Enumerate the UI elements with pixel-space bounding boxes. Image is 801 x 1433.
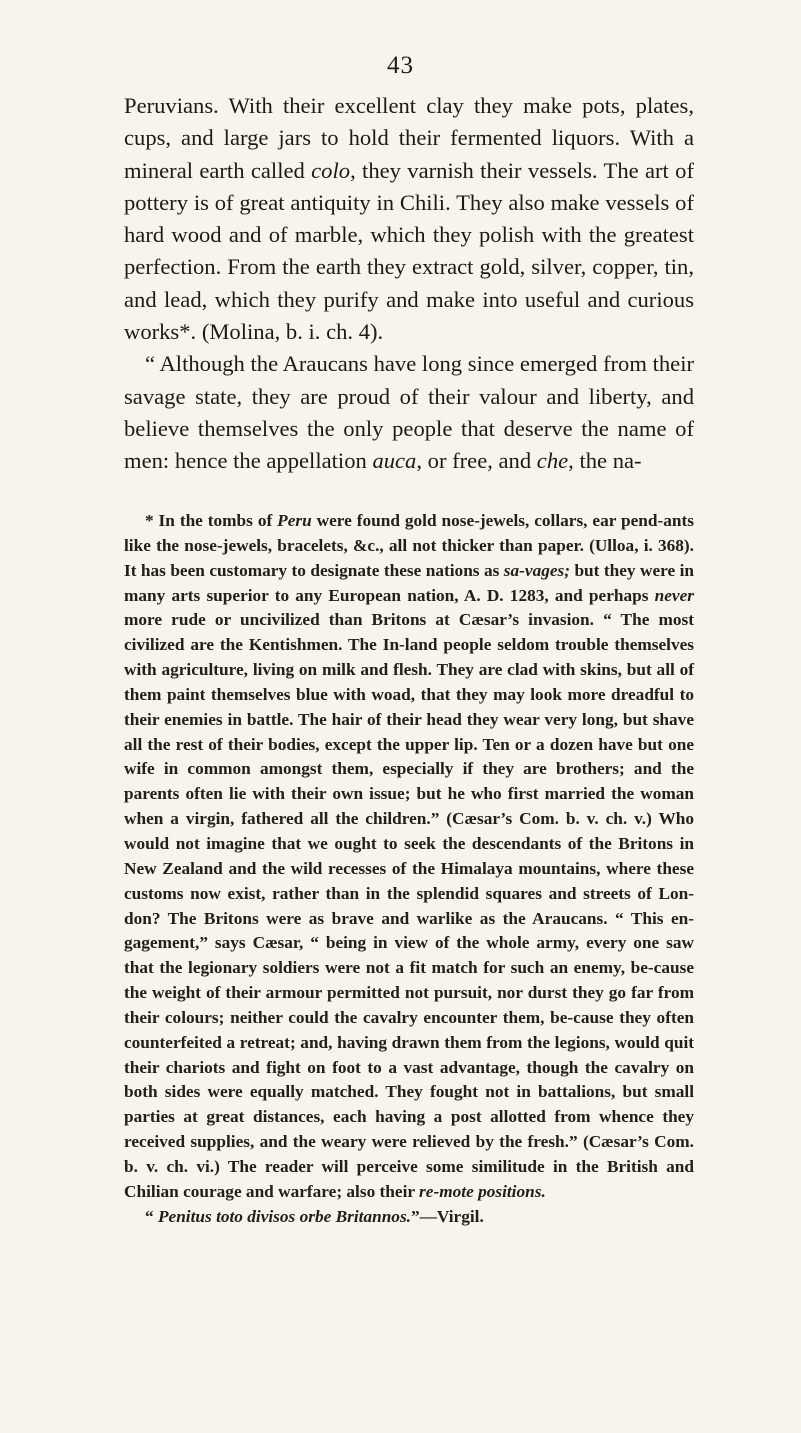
paragraph-1 (124, 90, 694, 348)
italic-term-colo: colo (311, 157, 351, 183)
quote-text: Penitus toto divisos orbe Britannos. (157, 1206, 411, 1226)
italic-term-che: che (536, 448, 569, 474)
quote-author: —Virgil. (419, 1206, 484, 1226)
italic-term-auca: auca (372, 448, 417, 474)
paragraph-2 (124, 348, 694, 477)
quote-mark: ” (411, 1206, 420, 1226)
italic-term-never: never (654, 585, 694, 605)
footnote-paragraph (124, 509, 694, 1205)
text-run: , or free, and (416, 448, 537, 474)
text-run: Peruvians. With their excellent clay they make pots, plates, cups, and large jars to hold their fermented liquors. With a mineral earth called (124, 93, 694, 183)
quote-mark: “ (145, 1206, 158, 1226)
italic-term-savages: sa-vages; (503, 560, 571, 580)
text-run: more rude or uncivilized than Britons at Cæsar’s invasion. “ The most civilized are the Kentishmen. The In-land people seldom trouble themselves with agriculture, living on milk and flesh. They are clad with skins, but all of them paint themselves blue with woad, that they may look more dreadful to their enemies in battle. The hair of their head they wear very long, but shave all the rest of their bodies, except the upper lip. Ten or a dozen have but one wife in common amongst them, especially if they are brothers; and the parents often lie with their own issue; but he who first married the woman when a virgin, fathered all the children.” (Cæsar’s Com. b. v. ch. v.) Who would not imagine that we ought to seek the descendants of the Britons in New Zealand and the wild recesses of the Himalaya mountains, where these customs now exist, rather than in the splendid squares and streets of Lon-don? The Britons were as brave and warlike as the Araucans. “ This en-gagement,” says Cæsar, “ being in view of the whole army, every one saw that the legionary soldiers were not a fit match for such an enemy, be-cause the weight of their armour permitted not pursuit, nor durst they go far from their colours; neither could the cavalry encounter them, be-cause they often counterfeited a retreat; and, having drawn them from the legions, would quit their chariots and fight on foot to a vast advantage, though the cavalry on both sides were equally matched. They fought not in battalions, but small parties at great distances, each having a post allotted from whence they received supplies, and the weary were relieved by the fresh.” (Cæsar’s Com. b. v. ch. vi.) The reader will perceive some similitude in the British and Chilian courage and warfare; also their (124, 610, 694, 1201)
text-run: , the na- (568, 448, 642, 474)
italic-term-peru: Peru (277, 511, 312, 530)
text-run: but they were in many arts superior to any European nation, A. D. 1283, and perhaps (124, 560, 694, 605)
page-number: 43 (387, 52, 414, 79)
text-run: were found gold nose-jewels, collars, ear pend-ants like the nose-jewels, bracelets, &c., all not thicker than paper. (Ulloa, i. 368). It has been customary to designate these nations as (124, 511, 694, 580)
italic-term-remote-positions: re-mote positions. (419, 1181, 546, 1201)
text-run: , they varnish their vessels. The art of pottery is of great antiquity in Chili. They also make vessels of hard wood and of marble, which they polish with the greatest perfection. From the earth they extract gold, silver, copper, tin, and lead, which they purify and make into useful and curious works*. (Molina, b. i. ch. 4). (124, 157, 695, 345)
latin-quote (124, 1205, 694, 1230)
text-run: * In the tombs of (145, 511, 278, 530)
footnote (124, 509, 694, 1229)
text-run: “ Although the Araucans have long since emerged from their savage state, they are proud of their valour and liberty, and believe themselves the only people that deserve the name of men: hence the appellation (124, 351, 694, 474)
main-text (124, 90, 694, 478)
